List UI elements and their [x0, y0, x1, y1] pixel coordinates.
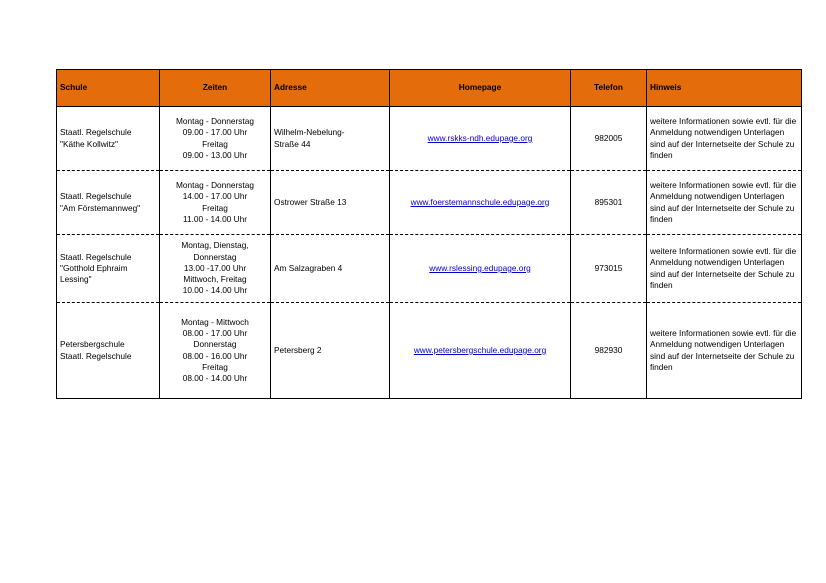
note-text: weitere Informationen sowie evtl. für die Anmeldung notwendigen Unterlagen sind auf der Internetseite der Schule zu finden: [647, 107, 802, 171]
time-line: Freitag: [202, 202, 228, 213]
phone-number: 895301: [571, 171, 647, 235]
school-address: Petersberg 2: [271, 303, 390, 399]
homepage-cell: [390, 107, 571, 171]
time-line: Freitag: [202, 138, 228, 149]
header-row: [57, 70, 802, 107]
opening-times: [160, 235, 271, 303]
time-line: Montag - Donnerstag: [176, 115, 254, 126]
schools-table: [56, 69, 802, 399]
homepage-cell: [390, 303, 571, 399]
table-row: [57, 303, 802, 399]
homepage-link[interactable]: www.rskks-ndh.edupage.org: [427, 132, 533, 143]
time-line: 08.00 - 17.00 Uhr: [182, 327, 248, 338]
time-line: 10.00 - 14.00 Uhr: [182, 285, 248, 296]
header-homepage: Homepage: [390, 70, 571, 107]
header-note: Hinweis: [647, 70, 802, 107]
header-phone: Telefon: [571, 70, 647, 107]
homepage-cell: [390, 171, 571, 235]
time-line: Montag - Donnerstag: [176, 179, 254, 190]
time-line: Freitag: [202, 361, 228, 372]
opening-times: [160, 107, 271, 171]
school-name: Staatl. Regelschule "Käthe Kollwitz": [57, 107, 160, 171]
school-address: Wilhelm-Nebelung- Straße 44: [271, 107, 390, 171]
time-line: Mittwoch, Freitag: [183, 274, 247, 285]
time-line: 13.00 -17.00 Uhr: [183, 262, 247, 273]
time-line: 09.00 - 13.00 Uhr: [182, 149, 248, 160]
time-line: Donnerstag: [193, 339, 237, 350]
time-line: Montag, Dienstag,: [181, 240, 249, 251]
note-text: weitere Informationen sowie evtl. für die Anmeldung notwendigen Unterlagen sind auf der Internetseite der Schule zu finden: [647, 303, 802, 399]
opening-times: [160, 303, 271, 399]
phone-number: 973015: [571, 235, 647, 303]
phone-number: 982005: [571, 107, 647, 171]
homepage-cell: [390, 235, 571, 303]
table-row: [57, 235, 802, 303]
header-times: Zeiten: [160, 70, 271, 107]
table-row: [57, 171, 802, 235]
school-name: Petersbergschule Staatl. Regelschule: [57, 303, 160, 399]
school-name: Staatl. Regelschule "Gotthold Ephraim Lessing": [57, 235, 160, 303]
header-school: Schule: [57, 70, 160, 107]
time-line: 08.00 - 16.00 Uhr: [182, 350, 248, 361]
time-line: Donnerstag: [193, 251, 237, 262]
header-address: Adresse: [271, 70, 390, 107]
homepage-link[interactable]: www.petersbergschule.edupage.org: [413, 344, 547, 355]
time-line: Montag - Mittwoch: [181, 316, 249, 327]
note-text: weitere Informationen sowie evtl. für die Anmeldung notwendigen Unterlagen sind auf der Internetseite der Schule zu finden: [647, 171, 802, 235]
school-name: Staatl. Regelschule "Am Förstemannweg": [57, 171, 160, 235]
time-line: 11.00 - 14.00 Uhr: [183, 213, 247, 224]
school-address: Am Salzagraben 4: [271, 235, 390, 303]
time-line: 14.00 - 17.00 Uhr: [182, 191, 248, 202]
homepage-link[interactable]: www.foerstemannschule.edupage.org: [410, 196, 550, 207]
note-text: weitere Informationen sowie evtl. für die Anmeldung notwendigen Unterlagen sind auf der Internetseite der Schule zu finden: [647, 235, 802, 303]
opening-times: [160, 171, 271, 235]
time-line: 09.00 - 17.00 Uhr: [182, 127, 248, 138]
homepage-link[interactable]: www.rslessing.edupage.org: [429, 262, 531, 273]
phone-number: 982930: [571, 303, 647, 399]
table-row: [57, 107, 802, 171]
time-line: 08.00 - 14.00 Uhr: [182, 373, 248, 384]
school-address: Ostrower Straße 13: [271, 171, 390, 235]
